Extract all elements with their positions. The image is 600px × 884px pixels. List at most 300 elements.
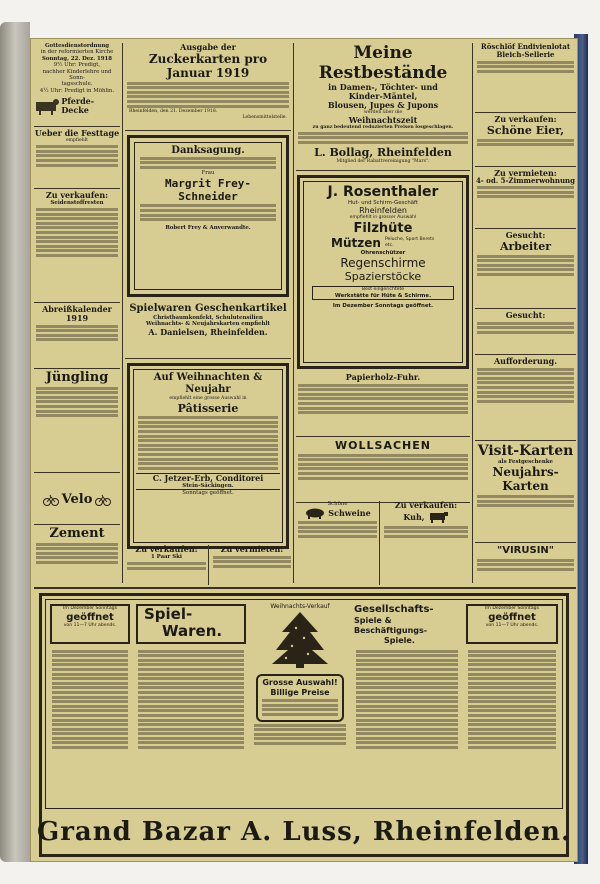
restbestaende-owner: L. Bollag, Rheinfelden	[314, 145, 452, 159]
text-line	[36, 159, 118, 162]
text-line	[36, 254, 118, 257]
open-right-line1: Im Dezember Sonntags	[485, 606, 539, 611]
text-line	[298, 454, 468, 457]
pig-icon	[304, 507, 326, 519]
wollsachen-title: WOLLSACHEN	[335, 439, 431, 452]
text-line	[298, 530, 377, 533]
schweine-ad	[296, 501, 380, 585]
text-line	[298, 402, 468, 405]
text-line	[52, 741, 128, 744]
visitkarten-title: Visit-Karten	[477, 443, 574, 459]
text-line	[138, 696, 244, 699]
text-line	[356, 696, 458, 699]
book	[0, 22, 600, 872]
text-line	[468, 723, 556, 726]
verkaufen-ski-sub: 1 Paar Ski	[151, 554, 182, 560]
text-line	[254, 728, 346, 731]
text-line	[127, 100, 289, 103]
text-line	[477, 268, 574, 271]
text-line	[36, 249, 118, 252]
text-line	[298, 407, 468, 410]
text-line	[138, 728, 244, 731]
text-line	[52, 686, 128, 689]
text-line	[477, 259, 574, 262]
festtage-title: Ueber die Festtage	[34, 128, 120, 138]
text-line	[138, 737, 244, 740]
weihnachten-title: Auf Weihnachten & Neujahr	[153, 372, 263, 395]
text-line	[52, 668, 128, 671]
velo-ad	[34, 475, 120, 525]
text-line	[384, 535, 468, 538]
text-line	[298, 136, 468, 139]
ohrenschuetzer-label: Ohrenschützer	[360, 250, 406, 256]
spielwaren-ad	[125, 303, 291, 359]
column-rule	[293, 43, 294, 583]
bicycle-icon	[95, 494, 111, 506]
text-line	[138, 425, 278, 428]
text-line	[36, 222, 118, 225]
restbestaende-line: in Damen-, Töchter- und	[328, 82, 438, 92]
text-line	[477, 395, 574, 398]
papierholz-ad	[296, 373, 470, 437]
text-line	[138, 462, 278, 465]
vermieten-ad	[211, 545, 293, 585]
text-line	[52, 746, 128, 749]
restbestaende-line: Blousen, Jupes & Jupons	[327, 100, 439, 110]
text-line	[298, 141, 468, 144]
text-line	[356, 673, 458, 676]
text-line	[298, 521, 377, 524]
text-line	[36, 145, 118, 148]
verkaufen-ski-ad	[125, 545, 209, 585]
zucker-signature: Lebensmittelstelle.	[242, 114, 287, 120]
text-line	[36, 543, 118, 546]
text-line	[468, 700, 556, 703]
text-line	[127, 562, 206, 565]
text-line	[477, 377, 574, 380]
restbestaende-line: Kinder-Mäntel,	[348, 91, 418, 101]
text-line	[52, 677, 128, 680]
text-line	[36, 405, 118, 408]
text-line	[468, 737, 556, 740]
text-line	[140, 218, 276, 221]
schweine-prefix: Schöne	[327, 501, 348, 507]
text-line	[138, 686, 244, 689]
text-line	[213, 556, 291, 559]
text-line	[36, 245, 118, 248]
text-line	[36, 231, 118, 234]
text-line	[356, 663, 458, 666]
text-line	[254, 724, 346, 727]
text-line	[138, 659, 244, 662]
text-line	[477, 568, 574, 571]
schweine-title: Schweine	[328, 507, 371, 518]
christmas-tree-panel	[252, 604, 348, 806]
text-line	[356, 732, 458, 735]
text-line	[36, 217, 118, 220]
abreisskalender-ad	[34, 305, 120, 369]
text-line	[138, 453, 278, 456]
weihnachten-owner: C. Jetzer-Erb, Conditorei	[152, 472, 264, 483]
weihnachten-ad	[127, 363, 289, 549]
text-line	[138, 723, 244, 726]
text-line	[140, 214, 276, 217]
text-line	[254, 742, 346, 745]
text-line	[138, 448, 278, 451]
text-line	[477, 386, 574, 389]
grosse-auswahl-label: Grosse Auswahl!	[262, 677, 338, 687]
kuh-ad	[382, 501, 470, 585]
text-line	[468, 746, 556, 749]
text-line	[138, 741, 244, 744]
text-line	[127, 105, 289, 108]
text-line	[477, 563, 574, 566]
verkaufen-title: Zu verkaufen:	[45, 190, 109, 200]
text-line	[356, 691, 458, 694]
text-line	[356, 650, 458, 653]
verkaufen-ski-title: Zu verkaufen:	[135, 544, 198, 554]
restbestaende-ad	[296, 43, 470, 171]
gesucht-ad	[475, 311, 576, 355]
text-line	[36, 552, 118, 555]
eier-title: Schöne Eier,	[486, 124, 565, 137]
text-line	[477, 65, 574, 68]
text-line	[468, 696, 556, 699]
text-line	[127, 567, 206, 570]
regenschirme-label: Regenschirme	[340, 256, 426, 271]
arbeiter-ad	[475, 231, 576, 309]
text-line	[356, 654, 458, 657]
text-line	[477, 191, 574, 194]
text-line	[468, 709, 556, 712]
text-line	[477, 500, 574, 503]
text-line	[213, 560, 291, 563]
text-line	[36, 338, 118, 341]
eier-verkaufen: Zu verkaufen:	[494, 114, 557, 124]
gesellschaftsspiele-header	[354, 604, 460, 644]
text-line	[36, 236, 118, 239]
gesellschafts-line2: Spiele & Beschäftigungs-	[354, 616, 428, 635]
open-right-line3: von 11—7 Uhr abends.	[485, 622, 539, 628]
text-line	[298, 388, 468, 391]
text-line	[52, 714, 128, 717]
bazar-inner	[45, 599, 563, 809]
text-line	[468, 741, 556, 744]
wohnung-ad	[475, 169, 576, 229]
text-line	[262, 699, 338, 702]
text-line	[36, 561, 118, 564]
text-line	[138, 682, 244, 685]
spielwaren-box	[136, 604, 246, 644]
left-page-edge	[0, 22, 30, 862]
weihnachten-location: Stein-Säckingen.	[182, 482, 234, 489]
zuckerkarten-notice	[125, 43, 291, 131]
text-line	[36, 391, 118, 394]
text-line	[468, 682, 556, 685]
text-line	[127, 95, 289, 98]
text-line	[298, 397, 468, 400]
spielwaren-sub2: Weihnachts- & Neujahrskarten empfiehlt	[145, 321, 270, 328]
spielwaren-sub: Christbaumkonfekt, Schulutensilien	[153, 315, 263, 321]
text-line	[356, 668, 458, 671]
festtage-ad	[34, 129, 120, 189]
cow-icon	[427, 510, 449, 524]
text-line	[52, 691, 128, 694]
werkstaette-line2: Werkstätte für Hüte & Schirme.	[334, 293, 432, 299]
text-line	[356, 719, 458, 722]
text-line	[254, 733, 346, 736]
weihnachts-verkauf-label: Weihnachts-Verkauf	[270, 603, 330, 610]
text-line	[468, 714, 556, 717]
text-line	[52, 719, 128, 722]
open-left-line1: Im Dezember Sonntags	[63, 606, 117, 611]
aufforderung-title: Aufforderung.	[493, 356, 558, 366]
text-line	[36, 334, 118, 337]
text-line	[468, 650, 556, 653]
column-rule	[122, 43, 123, 583]
text-line	[138, 416, 278, 419]
text-line	[36, 556, 118, 559]
text-line	[36, 410, 118, 413]
text-line	[36, 414, 118, 417]
text-line	[138, 650, 244, 653]
festtage-sub: empfiehlt	[65, 138, 89, 143]
kuh-verkaufen-title: Zu verkaufen:	[394, 500, 458, 510]
patisserie-label: Pâtisserie	[177, 401, 239, 415]
open-left-box	[50, 604, 130, 644]
zucker-title: Zuckerkarten pro Januar 1919	[148, 52, 268, 80]
roeschloef-ad	[475, 43, 576, 113]
rosenthaler-sonntag: Im Dezember Sonntags geöffnet.	[332, 303, 434, 310]
danksagung-prefix: Frau	[201, 170, 215, 177]
text-line	[138, 719, 244, 722]
text-line	[36, 325, 118, 328]
gottesdienst-line: tagsschule.	[61, 81, 93, 88]
gesellschafts-line3: Spiele.	[384, 636, 415, 645]
text-line	[36, 226, 118, 229]
text-line	[140, 157, 276, 160]
horse-blanket-icon	[34, 96, 59, 116]
open-right-box	[466, 604, 558, 644]
text-line	[298, 535, 377, 538]
text-line	[52, 700, 128, 703]
text-line	[138, 467, 278, 470]
text-line	[138, 444, 278, 447]
text-line	[468, 654, 556, 657]
text-line	[477, 559, 574, 562]
seidenstoffresten: Seidenstoffresten	[50, 200, 104, 206]
text-line	[356, 677, 458, 680]
text-line	[138, 421, 278, 424]
juengling-ad	[34, 371, 120, 473]
text-line	[138, 654, 244, 657]
text-line	[477, 255, 574, 258]
text-line	[477, 372, 574, 375]
gottesdienst-title: Gottesdienstordnung	[44, 43, 110, 49]
text-line	[52, 682, 128, 685]
text-line	[477, 143, 574, 146]
rosenthaler-empfiehlt: empfiehlt in grosser Auswahl	[349, 215, 417, 221]
text-line	[298, 411, 468, 414]
column-rule	[472, 43, 473, 583]
open-left-line3: von 11—7 Uhr abends.	[63, 622, 117, 628]
roeschloef-title: Röschlöf Endivienlotat Bleich-Sellerie	[480, 42, 571, 59]
text-line	[138, 691, 244, 694]
text-line	[468, 705, 556, 708]
text-line	[468, 719, 556, 722]
bicycle-icon	[43, 494, 59, 506]
text-line	[52, 732, 128, 735]
text-line	[468, 732, 556, 735]
text-line	[298, 463, 468, 466]
text-line	[356, 686, 458, 689]
restbestaende-line: zu ganz bedeutend reduzierten Preisen losgeschlagen.	[312, 124, 454, 130]
text-line	[138, 663, 244, 666]
text-line	[36, 164, 118, 167]
text-line	[52, 696, 128, 699]
text-line	[254, 737, 346, 740]
text-line	[138, 700, 244, 703]
text-line	[298, 384, 468, 387]
zucker-heading: Ausgabe der	[180, 42, 236, 52]
text-line	[52, 705, 128, 708]
zucker-location: Rheinfelden, den 21. Dezember 1918.	[129, 109, 218, 115]
text-line	[356, 737, 458, 740]
open-left-line2: geöffnet	[66, 611, 114, 623]
text-line	[298, 472, 468, 475]
text-line	[356, 705, 458, 708]
bazar-list-4	[466, 648, 558, 806]
text-line	[36, 240, 118, 243]
bazar-footer-title: Grand Bazar A. Luss, Rheinfelden.	[36, 817, 572, 847]
danksagung-title: Danksagung.	[171, 145, 245, 156]
spielwaren-owner: A. Danielsen, Rheinfelden.	[148, 326, 268, 337]
restbestaende-line: werden über die	[363, 110, 403, 115]
text-line	[36, 329, 118, 332]
bazar-list-1	[50, 648, 130, 806]
text-line	[477, 381, 574, 384]
filzhuete-label: Filzhüte	[353, 221, 413, 236]
juengling-title: Jüngling	[45, 370, 109, 385]
text-line	[468, 677, 556, 680]
newspaper-page	[30, 38, 578, 862]
spazierstoecke-label: Spazierstöcke	[344, 270, 422, 284]
text-line	[140, 204, 276, 207]
text-line	[468, 673, 556, 676]
rosenthaler-ad	[297, 175, 469, 369]
weihnachten-sub: empfiehlt eine grosse Auswahl in	[169, 396, 247, 401]
restbestaende-line: Weihnachtszeit	[348, 114, 418, 125]
wohnung-title: 4- od. 5-Zimmerwohnung	[475, 176, 576, 185]
vermieten-title: Zu vermieten:	[220, 544, 284, 554]
text-line	[213, 565, 291, 568]
text-line	[138, 435, 278, 438]
text-line	[356, 714, 458, 717]
text-line	[36, 400, 118, 403]
kuh-title: Kuh,	[403, 511, 425, 522]
text-line	[138, 458, 278, 461]
text-line	[477, 495, 574, 498]
zement-ad	[34, 527, 120, 587]
danksagung-family: Robert Frey & Anverwandte.	[165, 225, 251, 232]
bazar-list-2	[136, 648, 246, 806]
gottesdienst-date: Sonntag, 22. Dez. 1918	[41, 55, 112, 62]
text-line	[468, 728, 556, 731]
velo-title: Velo	[61, 491, 93, 507]
rosenthaler-title: J. Rosenthaler	[327, 184, 439, 200]
text-line	[138, 668, 244, 671]
gesucht2-title: Gesucht:	[505, 310, 546, 320]
text-line	[356, 741, 458, 744]
billige-preise-label: Billige Preise	[270, 687, 330, 697]
pferdedecke-label: Pferde-Decke	[61, 96, 95, 116]
text-line	[384, 530, 468, 533]
text-line	[468, 659, 556, 662]
papierholz-title: Papierholz-Fuhr.	[345, 372, 421, 382]
text-line	[477, 70, 574, 73]
text-line	[52, 728, 128, 731]
bazar-footer	[36, 812, 572, 852]
grand-bazar-ad	[36, 593, 572, 857]
text-line	[262, 704, 338, 707]
restbestaende-title: Meine Restbestände	[318, 43, 448, 83]
restbestaende-owner-sub: Mitglied der Rabattvereinigung "Mars".	[336, 158, 430, 164]
gottesdienst-line: nachher Kinderlehre und Sonn-	[42, 68, 112, 82]
text-line	[356, 723, 458, 726]
gottesdienst-line: 9½ Uhr: Predigt,	[53, 62, 101, 69]
text-line	[468, 691, 556, 694]
text-line	[36, 387, 118, 390]
text-line	[138, 746, 244, 749]
open-right-line2: geöffnet	[488, 611, 536, 623]
gottesdienst-notice	[34, 43, 120, 127]
text-line	[298, 467, 468, 470]
visitkarten-ad	[475, 443, 576, 543]
text-line	[477, 400, 574, 403]
text-line	[298, 132, 468, 135]
text-line	[262, 708, 338, 711]
muetzen-label: Mützen	[331, 236, 381, 250]
text-line	[52, 723, 128, 726]
wollsachen-ad	[296, 439, 470, 503]
virusin-title: "VIRUSIN"	[497, 545, 554, 556]
text-line	[356, 682, 458, 685]
text-line	[52, 654, 128, 657]
christmas-tree-icon	[252, 610, 348, 668]
section-rule	[34, 587, 576, 589]
text-line	[477, 186, 574, 189]
text-line	[36, 547, 118, 550]
text-line	[138, 705, 244, 708]
text-line	[356, 728, 458, 731]
text-line	[477, 139, 574, 142]
text-line	[468, 663, 556, 666]
gesellschafts-line1: Gesellschafts-	[354, 604, 434, 615]
neujahrskarten-title: Neujahrs-Karten	[492, 465, 559, 494]
zement-title: Zement	[49, 526, 105, 541]
arbeiter-gesucht: Gesucht:	[505, 230, 546, 240]
spiel-label: Spiel-	[144, 605, 193, 623]
eier-ad	[475, 115, 576, 167]
text-line	[138, 732, 244, 735]
text-line	[127, 82, 289, 85]
text-line	[138, 677, 244, 680]
text-line	[138, 673, 244, 676]
virusin-ad	[475, 545, 576, 587]
visitkarten-sub: als Festgeschenke	[498, 459, 553, 465]
text-line	[477, 61, 574, 64]
text-line	[468, 668, 556, 671]
